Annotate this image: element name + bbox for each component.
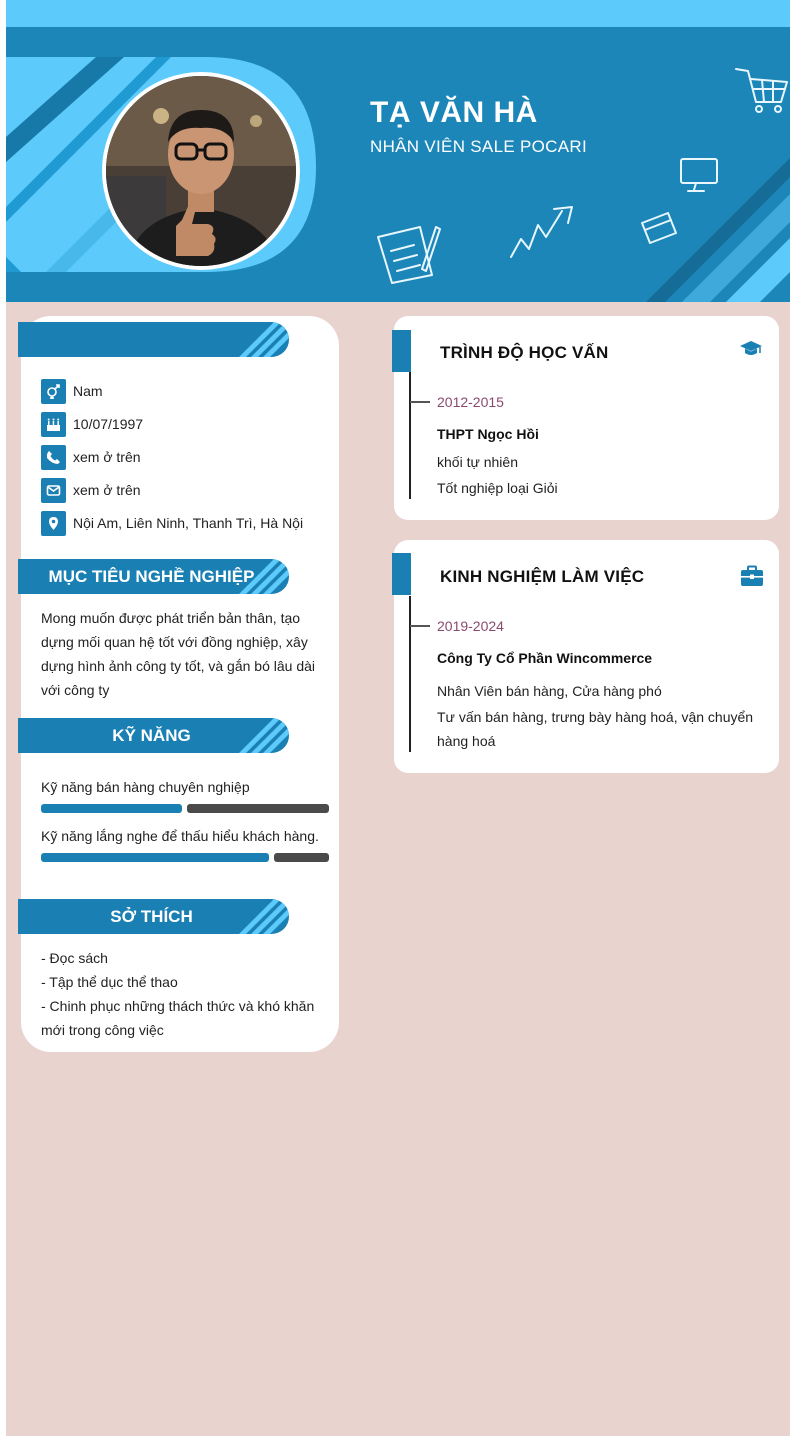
birthday-cake-icon (41, 412, 66, 437)
hobbies-heading: SỞ THÍCH (110, 907, 193, 926)
education-detail-line: khối tự nhiên (437, 454, 518, 470)
banner-stripes-icon (229, 559, 289, 594)
location-pin-icon (41, 511, 66, 536)
experience-timeline-line (409, 596, 411, 752)
profile-photo (102, 72, 300, 270)
experience-marker (392, 553, 411, 595)
education-marker (392, 330, 411, 372)
experience-date: 2019-2024 (437, 618, 504, 634)
education-date: 2012-2015 (437, 394, 504, 410)
skill-1-label: Kỹ năng bán hàng chuyên nghiệp (41, 779, 250, 795)
experience-company: Công Ty Cổ Phần Wincommerce (437, 650, 653, 666)
info-phone: xem ở trên (73, 449, 141, 465)
skill-2-fill (41, 853, 269, 862)
info-email: xem ở trên (73, 482, 141, 498)
info-email-row (41, 477, 141, 503)
experience-heading: KINH NGHIỆM LÀM VIỆC (440, 567, 645, 586)
hobbies-list (41, 946, 321, 1042)
hobby-item: - Đọc sách (41, 950, 108, 966)
education-timeline-line (409, 372, 411, 499)
education-school: THPT Ngọc Hồi (437, 426, 539, 442)
skills-heading: KỸ NĂNG (112, 726, 191, 745)
gender-icon (41, 379, 66, 404)
skill-1-fill (41, 804, 182, 813)
phone-icon (41, 445, 66, 470)
education-heading: TRÌNH ĐỘ HỌC VẤN (440, 343, 609, 362)
info-gender-row (41, 378, 103, 404)
hobby-item: - Chinh phục những thách thức và khó khăn mới trong công việc (41, 998, 315, 1038)
education-timeline-tick (410, 401, 430, 403)
cv-header (6, 27, 790, 302)
info-birthday-row (41, 411, 143, 437)
education-details (437, 450, 772, 500)
skill-2-bar (41, 853, 329, 862)
info-gender: Nam (73, 383, 103, 399)
briefcase-icon (740, 565, 764, 587)
person-photo-icon (106, 76, 296, 266)
info-birthday: 10/07/1997 (73, 416, 144, 432)
candidate-title: NHÂN VIÊN SALE POCARI (370, 137, 587, 156)
candidate-name: TẠ VĂN HÀ (370, 96, 538, 129)
skills-banner (18, 718, 289, 753)
skill-1-rest (187, 804, 329, 813)
experience-detail-line: Nhân Viên bán hàng, Cửa hàng phó (437, 683, 662, 699)
hobby-item: - Tập thể dục thể thao (41, 974, 178, 990)
personal-info-banner (18, 322, 289, 357)
skill-1-bar (41, 804, 329, 813)
info-address-row (41, 510, 303, 536)
experience-details (437, 679, 772, 753)
top-strip (6, 0, 790, 27)
banner-stripes-icon (229, 899, 289, 934)
left-edge-strip (0, 0, 5, 1122)
skill-2-rest (274, 853, 329, 862)
banner-stripes-icon (229, 718, 289, 753)
hobbies-banner (18, 899, 289, 934)
info-phone-row (41, 444, 141, 470)
graduation-cap-icon (740, 340, 762, 360)
education-detail-line: Tốt nghiệp loại Giỏi (437, 480, 558, 496)
career-goal-text: Mong muốn được phát triển bản thân, tạo dựng mối quan hệ tốt với đồng nghiệp, xây dựng hình ảnh công ty tốt, và gắn bó lâu dài với công ty (41, 610, 316, 698)
email-icon (41, 478, 66, 503)
experience-timeline-tick (410, 625, 430, 627)
career-goal-heading: MỤC TIÊU NGHỀ NGHIỆP (48, 567, 255, 586)
cv-page (6, 0, 790, 1436)
banner-stripes-icon (229, 322, 289, 357)
info-address: Nội Am, Liên Ninh, Thanh Trì, Hà Nội (73, 515, 304, 531)
experience-detail-line: Tư vấn bán hàng, trưng bày hàng hoá, vận chuyển hàng hoá (437, 709, 754, 749)
skill-2-label: Kỹ năng lắng nghe để thấu hiểu khách hàng. (41, 828, 319, 844)
career-goal-banner (18, 559, 289, 594)
